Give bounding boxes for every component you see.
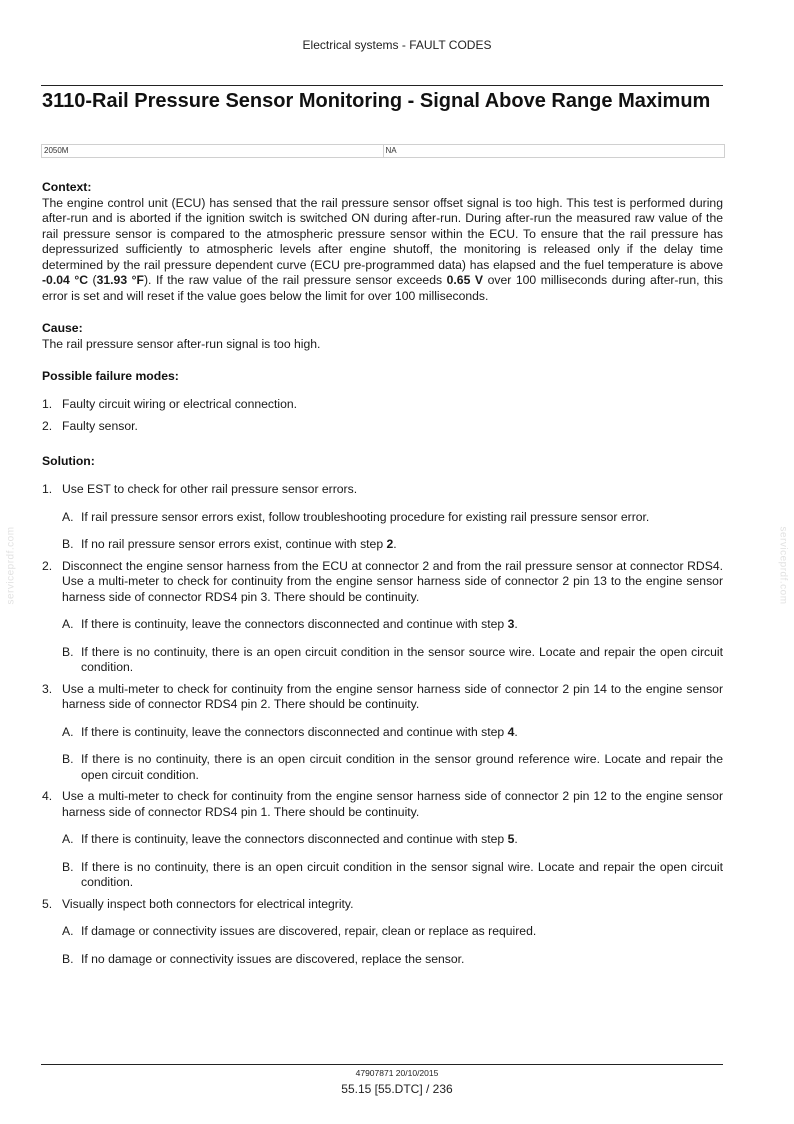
substep-text [81, 832, 723, 848]
substep-text-tail: . [514, 617, 518, 631]
footer-page-ref: 55.15 [55.DTC] / 236 [341, 1082, 453, 1096]
context-text-part-1: The engine control unit (ECU) has sensed that the rail pressure sensor offset signal is too high. This test is performed during after-run and is aborted if the ignition switch is switched ON during after-run. During after-run the measured raw value of the rail pressure sensor is compared to the atmospheric pressure sensor within the ECU. To ensure that the rail pressure has depressurized sufficiently to atmospheric levels after engine shutoff, the monitoring is released only if the delay time determined by the rail pressure dependent curve (ECU pre-programmed data) has elapsed and the fuel temperature is above [42, 195, 723, 272]
substep-label: B. [62, 859, 74, 874]
solution-step [42, 897, 723, 913]
context-text-part-2: ( [88, 273, 97, 287]
list-item-number: 2. [42, 419, 53, 433]
step-reference: 4 [507, 724, 515, 739]
step-number: 5. [42, 896, 53, 911]
substep-text: If damage or connectivity issues are discovered, repair, clean or replace as required. [81, 924, 537, 938]
substep-text: If there is no continuity, there is an open circuit condition in the sensor signal wire. Locate and repair the open circuit condition. [81, 859, 723, 889]
step-text: Visually inspect both connectors for electrical integrity. [62, 896, 354, 911]
substep-text: If there is no continuity, there is an open circuit condition in the sensor ground reference wire. Locate and repair the open circuit condition. [81, 752, 723, 782]
voltage-value: 0.65 V [446, 273, 484, 287]
solution-substep [42, 617, 723, 633]
solution-step [42, 559, 723, 606]
substep-label: B. [62, 537, 74, 551]
solution-step [42, 482, 723, 498]
list-item [42, 419, 723, 435]
step-text: Use EST to check for other rail pressure sensor errors. [62, 482, 358, 496]
step-number: 1. [42, 482, 53, 496]
substep-text-part: If no rail pressure sensor errors exist, continue with step [81, 537, 387, 551]
substep-text-part: If there is continuity, leave the connectors disconnected and continue with step [81, 617, 508, 631]
solution-substep [42, 537, 723, 553]
temp-f-value: 31.93 °F [96, 273, 144, 287]
context-text-part-4: over 100 milliseconds during after-run, this error is set and will reset if the value goes below the limit for over 100 milliseconds. [42, 273, 723, 303]
substep-text-part: If there is continuity, leave the connectors disconnected and continue with step [81, 724, 508, 739]
solution-substep [42, 860, 723, 891]
substep-text [81, 725, 723, 741]
step-text: Use a multi-meter to check for continuity from the engine sensor harness side of connector 2 pin 12 to the engine sensor harness side of connector RDS4 pin 1. There should be continuity. [62, 789, 723, 819]
cause-heading: Cause: [42, 321, 83, 335]
failure-modes-list [42, 397, 723, 435]
solution-substep [42, 510, 723, 526]
content [42, 180, 723, 967]
step-number: 3. [42, 681, 53, 696]
list-item-number: 1. [42, 396, 53, 411]
step-number: 4. [42, 789, 53, 803]
substep-text [81, 617, 723, 633]
solution-substep [42, 752, 723, 783]
substep-text-tail: . [514, 832, 518, 846]
watermark-right: serviceprdf.com [777, 526, 789, 605]
substep-text: If there is no continuity, there is an open circuit condition in the sensor source wire. Locate and repair the open circuit condition. [81, 644, 723, 674]
step-reference: 5 [507, 832, 515, 846]
cause-text: The rail pressure sensor after-run signal is too high. [42, 336, 321, 351]
solution-substep [42, 832, 723, 848]
substep-text: If rail pressure sensor errors exist, follow troubleshooting procedure for existing rail pressure sensor error. [81, 509, 650, 524]
substep-text-tail: . [393, 537, 397, 551]
context-text-part-3: ). If the raw value of the rail pressure sensor exceeds [143, 273, 447, 287]
solution-step [42, 789, 723, 820]
list-item-text: Faulty sensor. [62, 419, 138, 433]
step-number: 2. [42, 558, 53, 573]
substep-label: B. [62, 951, 74, 966]
substep-text [81, 537, 723, 553]
temp-c-value: -0.04 °C [42, 273, 88, 287]
failure-modes-heading: Possible failure modes: [42, 369, 179, 383]
watermark-left: serviceprdf.com [5, 526, 17, 605]
running-header: Electrical systems - FAULT CODES [302, 38, 492, 52]
substep-label: A. [62, 724, 74, 739]
substep-text-part: If there is continuity, leave the connectors disconnected and continue with step [81, 832, 508, 846]
meta-value-cell: NA [383, 145, 725, 157]
title-rule [41, 85, 723, 86]
solution-substep [42, 725, 723, 741]
step-text: Disconnect the engine sensor harness from the ECU at connector 2 and from the rail pressure sensor at connector RDS4. Use a multi-meter to check for continuity from the engine sensor harness side of connector 2 pin 13 to the engine sensor harness side of connector RDS4 pin 3. There should be continuity. [62, 558, 723, 604]
footer-rule [41, 1064, 723, 1065]
step-text: Use a multi-meter to check for continuity from the engine sensor harness side of connector 2 pin 14 to the engine sensor harness side of connector RDS4 pin 2. There should be continuity. [62, 681, 723, 711]
solution-heading: Solution: [42, 453, 95, 468]
substep-text-tail: . [514, 724, 518, 739]
list-item-text: Faulty circuit wiring or electrical connection. [62, 396, 298, 411]
substep-label: B. [62, 752, 74, 766]
solution-step [42, 682, 723, 713]
meta-table [41, 144, 725, 158]
step-reference: 2 [386, 537, 394, 551]
page-title: 3110-Rail Pressure Sensor Monitoring - Signal Above Range Maximum [42, 90, 711, 112]
footer-doc-ref: 47907871 20/10/2015 [355, 1068, 439, 1078]
context-text [42, 196, 723, 305]
solution-substep [42, 924, 723, 940]
solution-steps [42, 482, 723, 967]
meta-code-cell: 2050M [44, 146, 69, 155]
solution-substep [42, 645, 723, 676]
substep-label: B. [62, 644, 74, 659]
substep-label: A. [62, 617, 74, 631]
substep-label: A. [62, 832, 74, 846]
substep-label: A. [62, 509, 74, 524]
step-reference: 3 [507, 617, 515, 631]
solution-substep [42, 952, 723, 968]
context-heading: Context: [42, 180, 92, 194]
list-item [42, 397, 723, 413]
substep-text: If no damage or connectivity issues are discovered, replace the sensor. [81, 951, 465, 966]
substep-label: A. [62, 924, 74, 938]
